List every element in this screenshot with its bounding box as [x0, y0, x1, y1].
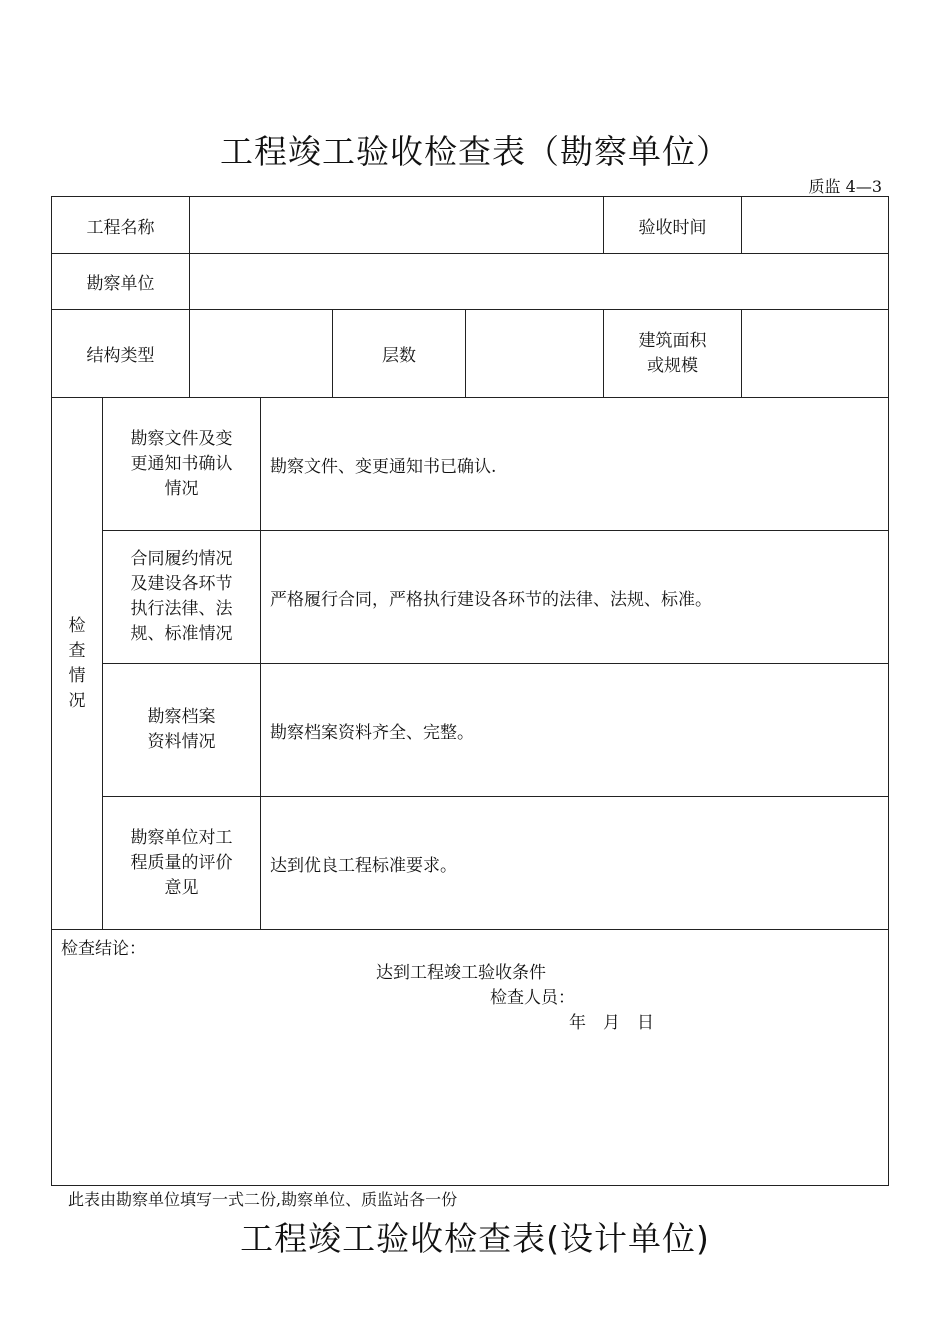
side-label-char: 情	[68, 665, 86, 686]
label-line: 更通知书确认	[130, 453, 233, 474]
survey-unit-label: 勘察单位	[52, 254, 190, 310]
side-label-char: 检	[68, 615, 86, 636]
side-label-char: 查	[68, 640, 86, 661]
area-field[interactable]	[742, 310, 889, 398]
conclusion-cell[interactable]	[52, 930, 889, 1186]
label-line: 情况	[164, 478, 199, 499]
inspection-item-content[interactable]: 严格履行合同，严格执行建设各环节的法律、法规、标准。	[261, 531, 889, 664]
area-label	[604, 310, 742, 398]
form-code: 质监 4—3	[808, 177, 882, 196]
area-label-line: 建筑面积	[638, 330, 707, 351]
date-label: 年 月 日	[569, 1013, 654, 1033]
area-label-line: 或规模	[647, 355, 698, 376]
conclusion-text: 达到工程竣工验收条件	[376, 963, 546, 983]
label-line: 意见	[164, 877, 199, 898]
footnote: 此表由勘察单位填写一式二份,勘察单位、质监站各一份	[68, 1190, 458, 1209]
acceptance-time-field[interactable]	[742, 197, 889, 254]
floors-field[interactable]	[466, 310, 604, 398]
inspection-item-label	[103, 664, 261, 797]
inspection-item-content[interactable]: 勘察文件、变更通知书已确认.	[261, 398, 889, 531]
label-line: 及建设各环节	[130, 574, 233, 594]
label-line: 规、标准情况	[130, 624, 233, 644]
floors-label: 层数	[333, 310, 466, 398]
acceptance-form	[51, 196, 889, 1186]
inspector-label: 检查人员：	[490, 988, 575, 1008]
label-line: 勘察档案	[147, 707, 216, 727]
label-line: 程质量的评价	[130, 852, 233, 873]
label-line: 执行法律、法	[130, 599, 233, 619]
label-line: 勘察单位对工	[130, 827, 233, 848]
label-line: 勘察文件及变	[130, 428, 233, 449]
inspection-side-label	[52, 398, 103, 930]
page-title: 工程竣工验收检查表（勘察单位）	[220, 132, 730, 171]
label-line: 合同履约情况	[130, 549, 233, 569]
side-label-char: 况	[68, 690, 86, 711]
inspection-item-label	[103, 398, 261, 531]
project-name-label: 工程名称	[52, 197, 190, 254]
acceptance-time-label: 验收时间	[604, 197, 742, 254]
structure-type-field[interactable]	[190, 310, 333, 398]
label-line: 资料情况	[147, 732, 216, 752]
inspection-item-content[interactable]: 勘察档案资料齐全、完整。	[261, 664, 889, 797]
inspection-item-label	[103, 797, 261, 930]
project-name-field[interactable]	[190, 197, 604, 254]
structure-type-label: 结构类型	[52, 310, 190, 398]
next-page-title: 工程竣工验收检查表(设计单位)	[240, 1219, 710, 1258]
conclusion-label: 检查结论：	[61, 939, 146, 959]
inspection-item-content[interactable]: 达到优良工程标准要求。	[261, 797, 889, 930]
survey-unit-field[interactable]	[190, 254, 889, 310]
inspection-item-label	[103, 531, 261, 664]
